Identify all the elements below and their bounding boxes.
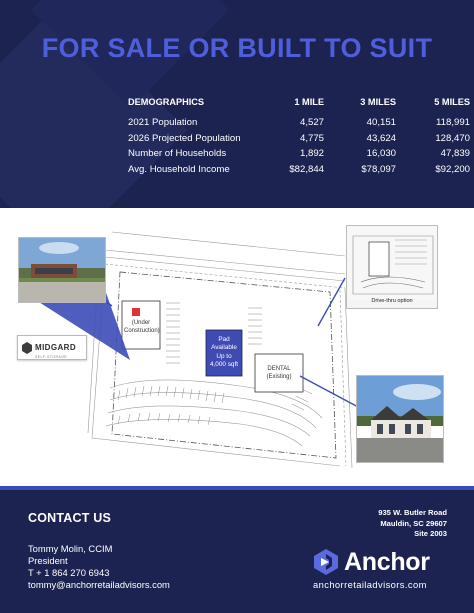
dental-office-photo <box>356 375 444 463</box>
table-header-row <box>128 97 470 115</box>
cell-3-miles: 43,624 <box>366 132 396 144</box>
cell-3-miles: 16,030 <box>366 148 396 160</box>
anchor-logo <box>312 547 430 577</box>
site-address <box>378 508 447 540</box>
address-line: Mauldin, SC 29607 <box>380 518 447 528</box>
footer <box>0 490 474 613</box>
row-label: Avg. Household Income <box>128 163 230 175</box>
cell-3-miles: 40,151 <box>366 117 396 129</box>
cell-1-mile: 4,527 <box>299 117 324 129</box>
available-pad-label <box>206 330 242 376</box>
table-row <box>128 146 470 162</box>
midgard-logo <box>17 335 87 360</box>
cell-5-miles: 128,470 <box>435 132 470 144</box>
midgard-icon <box>22 342 32 354</box>
midgard-name: MIDGARD <box>35 342 77 352</box>
page-title: FOR SALE OR BUILT TO SUIT <box>41 33 433 63</box>
brand-name: Anchor <box>344 547 430 576</box>
demographics-table <box>128 97 470 177</box>
cell-1-mile: 1,892 <box>299 148 324 160</box>
contact-details <box>28 543 170 591</box>
column-header: DEMOGRAPHICS <box>128 97 205 107</box>
dental-label: DENTAL (Existing) <box>266 366 292 380</box>
drive-thru-plan <box>346 225 438 309</box>
hexagon-arrow-icon <box>312 548 340 576</box>
cell-5-miles: $92,200 <box>435 163 470 175</box>
under-construction-label: (Under Construction) <box>124 320 160 334</box>
row-label: Number of Households <box>128 148 227 160</box>
contact-name: Tommy Molin, CCIM <box>28 543 113 554</box>
contact-heading: CONTACT US <box>28 511 112 525</box>
table-row <box>128 162 470 178</box>
contact-role: President <box>28 555 68 566</box>
drive-thru-caption: Drive-thru option <box>371 298 413 304</box>
column-header: 5 MILES <box>434 97 470 107</box>
cell-1-mile: 4,775 <box>299 132 324 144</box>
cell-1-mile: $82,844 <box>289 163 324 175</box>
column-header: 3 MILES <box>360 97 396 107</box>
contact-email[interactable]: tommy@anchorretailadvisors.com <box>28 579 170 590</box>
website-link[interactable]: anchorretailadvisors.com <box>313 579 427 590</box>
pad-line: Pad <box>218 336 230 343</box>
header-band <box>0 0 474 208</box>
row-label: 2026 Projected Population <box>128 132 241 144</box>
table-row <box>128 131 470 147</box>
midgard-subtitle: SELF-STORAGE <box>35 354 68 359</box>
row-label: 2021 Population <box>128 117 198 129</box>
address-line: 935 W. Butler Road <box>378 508 447 517</box>
pad-line: Available <box>211 344 237 352</box>
contact-phone[interactable]: T + 1 864 270 6943 <box>28 567 110 578</box>
building-photo <box>18 237 106 303</box>
cell-3-miles: $78,097 <box>361 163 396 175</box>
address-line: Site 2003 <box>414 529 447 539</box>
cell-5-miles: 118,991 <box>436 117 470 129</box>
pad-line: Up to <box>216 352 232 360</box>
column-header: 1 MILE <box>294 97 324 107</box>
cell-5-miles: 47,839 <box>440 148 470 160</box>
table-row <box>128 115 470 131</box>
restaurant-logo <box>132 308 140 316</box>
pad-line: 4,000 sqft <box>209 360 239 368</box>
